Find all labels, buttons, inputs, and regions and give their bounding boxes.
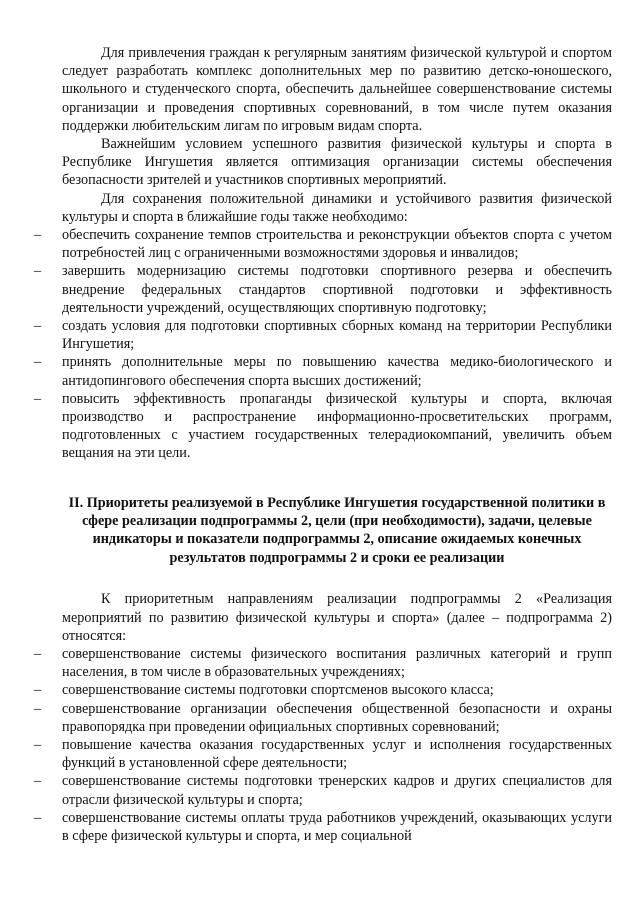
list-item-text: принять дополнительные меры по повышению качества медико-биологического и антидопингового обеспечения спорта высших достижений; xyxy=(62,354,612,389)
priorities-list xyxy=(34,645,612,845)
list-item xyxy=(34,226,612,262)
dash-bullet: – xyxy=(34,645,42,662)
list-item xyxy=(34,736,612,772)
dash-bullet: – xyxy=(34,263,42,280)
section-paragraph-1: К приоритетным направлениям реализации подпрограммы 2 «Реализация мероприятий по развитию физической культуры и спорта» (далее – подпрограмма 2) относятся: xyxy=(62,591,612,644)
measures-list xyxy=(34,226,612,463)
dash-bullet: – xyxy=(34,318,42,335)
list-item-text: создать условия для подготовки спортивных сборных команд на территории Республики Ингушетия; xyxy=(62,318,612,353)
section-heading: II. Приоритеты реализуемой в Республике Ингушетия государственной политики в сфере реализации подпрограммы 2, цели (при необходимости), задачи, целевые индикаторы и показатели подпрограммы 2, описание ожидаемых конечных результатов подпрограммы 2 и сроки ее реализации xyxy=(68,494,606,566)
list-item-text: совершенствование системы физического воспитания различных категорий и групп населения, в том числе в образовательных учреждениях; xyxy=(62,645,612,681)
list-item-text: завершить модернизацию системы подготовки спортивного резерва и обеспечить внедрение федеральных стандартов спортивной подготовки и эффективность деятельности учреждений, осуществляющих спортивную подготовку; xyxy=(62,263,612,316)
list-item xyxy=(34,772,612,808)
list-item xyxy=(34,645,612,681)
list-item-text: повысить эффективность пропаганды физической культуры и спорта, включая производство и распространение информационно-просветительских программ, подготовленных с участием государственных телерадиокомпаний, увеличить объем вещания на эти цели. xyxy=(62,390,612,462)
list-item xyxy=(34,809,612,845)
list-item-text: повышение качества оказания государственных услуг и исполнения государственных функций в установленной сфере деятельности; xyxy=(62,736,612,772)
list-item xyxy=(34,353,612,389)
list-item-text: совершенствование системы подготовки тренерских кадров и других специалистов для отрасли физической культуры и спорта; xyxy=(62,773,612,808)
list-item xyxy=(34,700,612,736)
list-item-text: совершенствование системы подготовки спортсменов высокого класса; xyxy=(62,682,494,699)
list-item-text: обеспечить сохранение темпов строительства и реконструкции объектов спорта с учетом потребностей лиц с ограниченными возможностями здоровья и инвалидов; xyxy=(62,227,612,262)
list-item-text: совершенствование организации обеспечения общественной безопасности и охраны правопорядка при проведении официальных спортивных соревнований; xyxy=(62,700,612,735)
dash-bullet: – xyxy=(34,700,42,717)
dash-bullet: – xyxy=(34,227,42,244)
list-item xyxy=(34,317,612,353)
dash-bullet: – xyxy=(34,773,42,790)
dash-bullet: – xyxy=(34,390,42,407)
list-item-text: совершенствование системы оплаты труда работников учреждений, оказывающих услуги в сфере физической культуры и спорта, и мер социальной xyxy=(62,809,612,844)
dash-bullet: – xyxy=(34,682,42,699)
intro-paragraph-2: Важнейшим условием успешного развития физической культуры и спорта в Республике Ингушетия является оптимизация организации системы обеспечения безопасности зрителей и участников спортивных мероприятий. xyxy=(62,136,612,189)
dash-bullet: – xyxy=(34,736,42,753)
list-item xyxy=(34,262,612,317)
list-item xyxy=(34,681,612,699)
intro-paragraph-3: Для сохранения положительной динамики и устойчивого развития физической культуры и спорта в ближайшие годы также необходимо: xyxy=(62,190,612,225)
dash-bullet: – xyxy=(34,354,42,371)
list-item xyxy=(34,390,612,463)
dash-bullet: – xyxy=(34,809,42,826)
intro-paragraph-1: Для привлечения граждан к регулярным занятиям физической культурой и спортом следует разработать комплекс дополнительных мер по развитию детско-юношеского, школьного и студенческого спорта, обеспечить дальнейшее совершенствование системы организации и проведения спортивных соревнований, в том числе путем оказания поддержки любительским лигам по игровым видам спорта. xyxy=(62,45,612,134)
